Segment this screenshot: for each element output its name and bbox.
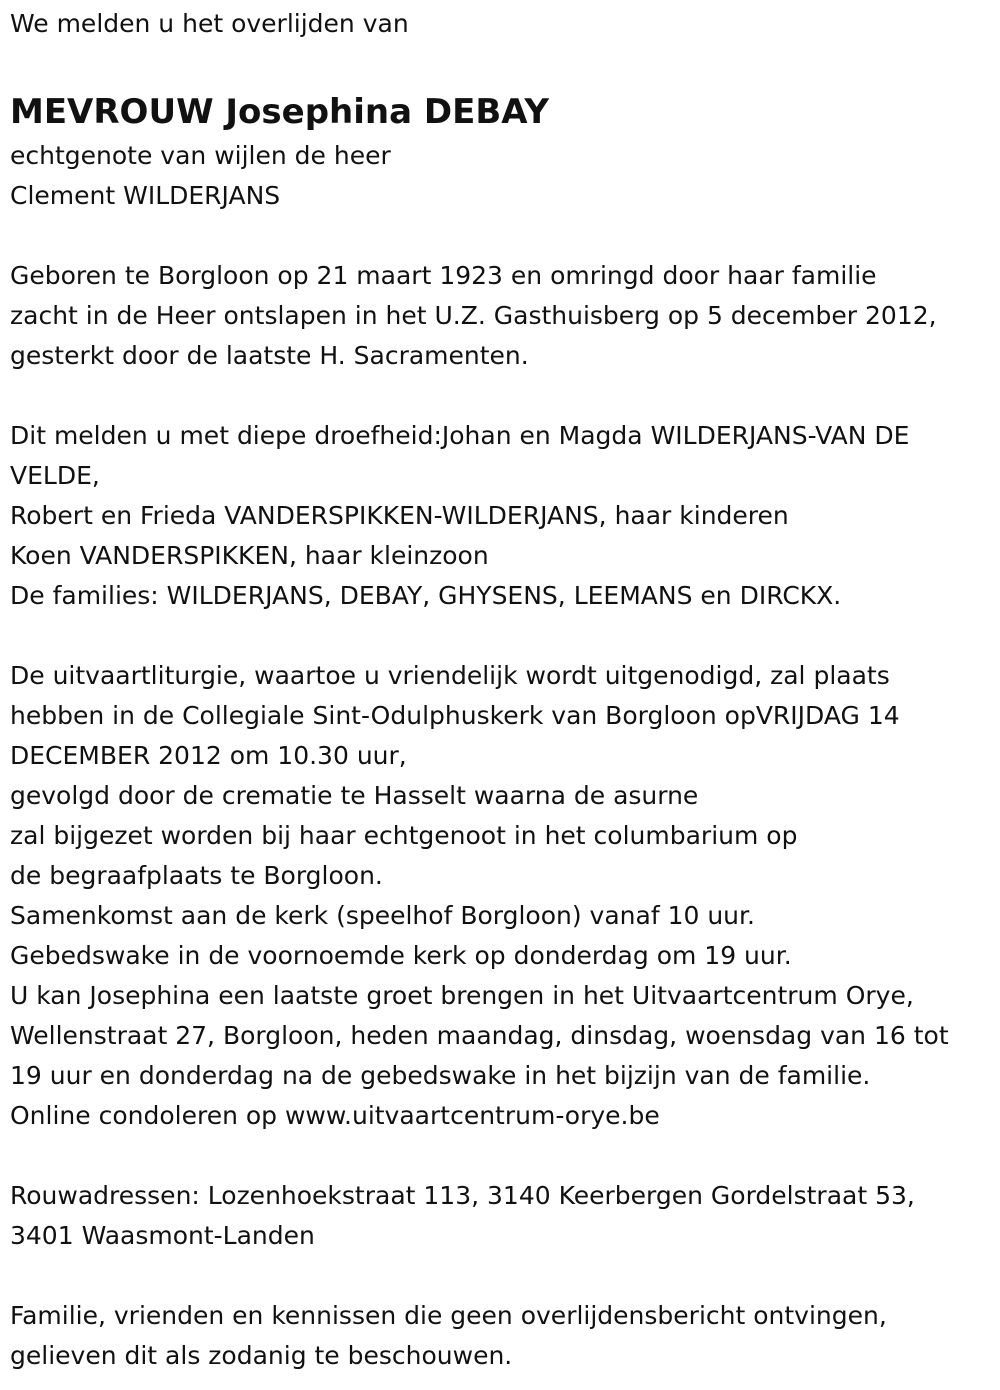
- paragraph-line: Familie, vrienden en kennissen die geen overlijdensbericht ontvingen,: [10, 1301, 887, 1330]
- paragraph-line: VELDE,: [10, 461, 100, 490]
- spacer: [10, 1256, 995, 1296]
- spacer: [10, 216, 995, 256]
- paragraph-line: 3401 Waasmont-Landen: [10, 1221, 315, 1250]
- birth-paragraph: [10, 256, 995, 376]
- paragraph-line: gesterkt door de laatste H. Sacramenten.: [10, 341, 529, 370]
- spacer: [10, 44, 995, 84]
- spacer: [10, 616, 995, 656]
- spouse-line-1: echtgenote van wijlen de heer: [10, 141, 391, 170]
- addresses-paragraph: [10, 1176, 995, 1256]
- paragraph-line: Samenkomst aan de kerk (speelhof Borgloon) vanaf 10 uur.: [10, 901, 755, 930]
- obituary-notice: [10, 4, 995, 1376]
- paragraph-line: de begraafplaats te Borgloon.: [10, 861, 383, 890]
- paragraph-line: De families: WILDERJANS, DEBAY, GHYSENS, LEEMANS en DIRCKX.: [10, 581, 842, 610]
- paragraph-line: gevolgd door de crematie te Hasselt waarna de asurne: [10, 781, 699, 810]
- paragraph-line: zacht in de Heer ontslapen in het U.Z. Gasthuisberg op 5 december 2012,: [10, 301, 937, 330]
- paragraph-line: Robert en Frieda VANDERSPIKKEN-WILDERJANS, haar kinderen: [10, 501, 789, 530]
- deceased-name: MEVROUW Josephina DEBAY: [10, 92, 549, 132]
- spouse-line-2: Clement WILDERJANS: [10, 181, 281, 210]
- paragraph-line: hebben in de Collegiale Sint-Odulphuskerk van Borgloon opVRIJDAG 14: [10, 701, 900, 730]
- intro-text: We melden u het overlijden van: [10, 9, 409, 38]
- paragraph-line: Gebedswake in de voornoemde kerk op donderdag om 19 uur.: [10, 941, 792, 970]
- paragraph-line: Koen VANDERSPIKKEN, haar kleinzoon: [10, 541, 489, 570]
- paragraph-line: De uitvaartliturgie, waartoe u vriendelijk wordt uitgenodigd, zal plaats: [10, 661, 890, 690]
- paragraph-line: Geboren te Borgloon op 21 maart 1923 en omringd door haar familie: [10, 261, 877, 290]
- ceremony-paragraph: [10, 656, 995, 1136]
- spacer: [10, 376, 995, 416]
- closing-paragraph: [10, 1296, 995, 1376]
- paragraph-line: Wellenstraat 27, Borgloon, heden maandag, dinsdag, woensdag van 16 tot: [10, 1021, 949, 1050]
- paragraph-line: zal bijgezet worden bij haar echtgenoot in het columbarium op: [10, 821, 798, 850]
- paragraph-line: Dit melden u met diepe droefheid:Johan en Magda WILDERJANS-VAN DE: [10, 421, 910, 450]
- paragraph-line: gelieven dit als zodanig te beschouwen.: [10, 1341, 513, 1370]
- paragraph-line: Rouwadressen: Lozenhoekstraat 113, 3140 Keerbergen Gordelstraat 53,: [10, 1181, 915, 1210]
- spacer: [10, 1136, 995, 1176]
- paragraph-line: DECEMBER 2012 om 10.30 uur,: [10, 741, 407, 770]
- family-paragraph: [10, 416, 995, 616]
- paragraph-line: U kan Josephina een laatste groet brengen in het Uitvaartcentrum Orye,: [10, 981, 914, 1010]
- paragraph-line: 19 uur en donderdag na de gebedswake in het bijzijn van de familie.: [10, 1061, 871, 1090]
- condolence-website: Online condoleren op www.uitvaartcentrum-orye.be: [10, 1101, 660, 1130]
